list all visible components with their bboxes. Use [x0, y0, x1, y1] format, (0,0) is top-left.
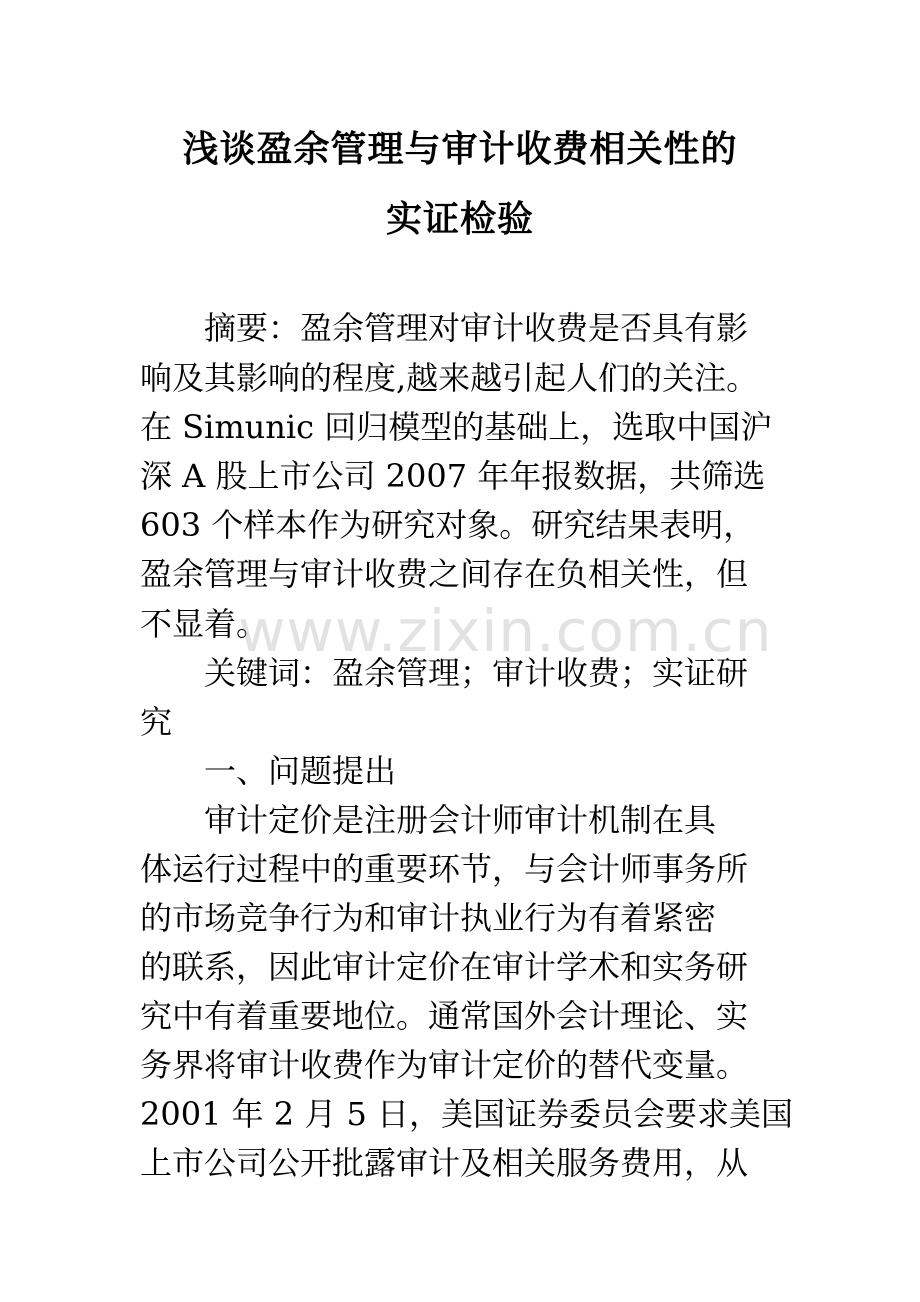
body-line: 深 A 股上市公司 2007 年年报数据，共筛选 — [140, 457, 766, 495]
body-line: 究 — [140, 703, 173, 741]
body-line: 2001 年 2 月 5 日，美国证券委员会要求美国 — [140, 1095, 794, 1133]
body-line: 在 Simunic 回归模型的基础上，选取中国沪 — [140, 408, 773, 446]
body-line: 不显着。 — [140, 605, 269, 643]
body-line: 关键词：盈余管理；审计收费；实证研 — [140, 654, 749, 692]
section-heading: 一、问题提出 — [140, 752, 397, 790]
body-line: 上市公司公开批露审计及相关服务费用，从 — [140, 1144, 749, 1182]
body-line: 的联系，因此审计定价在审计学术和实务研 — [140, 948, 749, 986]
watermark: www.zixin.com.cn — [238, 597, 773, 665]
body-line: 体运行过程中的重要环节，与会计师事务所 — [140, 850, 749, 888]
document-title-line-1: 浅谈盈余管理与审计收费相关性的 — [182, 129, 738, 170]
body-line: 的市场竞争行为和审计执业行为有着紧密 — [140, 899, 717, 937]
body-line: 务界将审计收费作为审计定价的替代变量。 — [140, 1046, 749, 1084]
body-line: 究中有着重要地位。通常国外会计理论、实 — [140, 997, 749, 1035]
body-line: 摘要：盈余管理对审计收费是否具有影 — [140, 309, 749, 347]
body-line: 盈余管理与审计收费之间存在负相关性，但 — [140, 555, 749, 593]
document-title-line-2: 实证检验 — [385, 199, 534, 240]
body-line: 响及其影响的程度,越来越引起人们的关注。 — [140, 359, 759, 397]
body-line: 审计定价是注册会计师审计机制在具 — [140, 801, 717, 839]
body-line: 603 个样本作为研究对象。研究结果表明， — [140, 506, 756, 544]
